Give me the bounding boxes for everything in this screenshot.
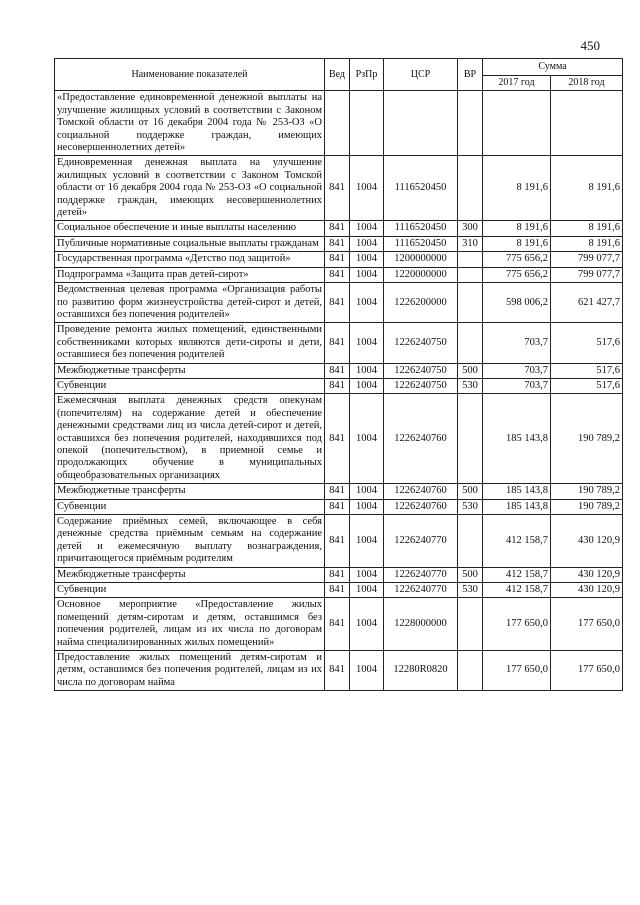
row-vr (458, 394, 483, 484)
header-year-2017: 2017 год (483, 76, 551, 91)
row-vr (458, 515, 483, 568)
row-csr: 1226240760 (384, 394, 458, 484)
row-name: Субвенции (55, 499, 325, 514)
header-year-2018: 2018 год (551, 76, 623, 91)
table-row (55, 598, 623, 651)
table-row (55, 484, 623, 499)
table-row (55, 283, 623, 323)
table-row (55, 515, 623, 568)
row-csr: 1226240750 (384, 378, 458, 393)
row-csr: 1226240750 (384, 363, 458, 378)
header-ved: Вед (325, 59, 350, 91)
row-vr (458, 651, 483, 691)
table-row (55, 394, 623, 484)
row-csr: 1226240770 (384, 515, 458, 568)
row-sum-2017 (483, 91, 551, 156)
row-sum-2017: 775 656,2 (483, 252, 551, 267)
row-rzpr: 1004 (350, 394, 384, 484)
row-rzpr: 1004 (350, 156, 384, 221)
row-sum-2018: 190 789,2 (551, 499, 623, 514)
row-ved: 841 (325, 283, 350, 323)
row-name: Межбюджетные трансферты (55, 567, 325, 582)
row-rzpr: 1004 (350, 598, 384, 651)
row-name: Публичные нормативные социальные выплаты гражданам (55, 236, 325, 251)
row-name: Субвенции (55, 378, 325, 393)
row-sum-2017: 8 191,6 (483, 156, 551, 221)
row-rzpr: 1004 (350, 651, 384, 691)
row-ved: 841 (325, 267, 350, 282)
row-vr: 500 (458, 363, 483, 378)
row-name: Единовременная денежная выплата на улучшение жилищных условий в соответствии с Законом Томской области от 16 декабря 2004 года № 253-ОЗ «О социальной поддержке граждан, имеющих несовершеннолетних детей» (55, 156, 325, 221)
row-csr: 1220000000 (384, 267, 458, 282)
row-sum-2017: 8 191,6 (483, 236, 551, 251)
row-ved: 841 (325, 394, 350, 484)
table-row (55, 363, 623, 378)
table-row (55, 267, 623, 282)
row-csr: 1116520450 (384, 221, 458, 236)
row-sum-2017: 412 158,7 (483, 583, 551, 598)
row-rzpr: 1004 (350, 267, 384, 282)
table-row (55, 252, 623, 267)
row-ved: 841 (325, 236, 350, 251)
row-vr (458, 598, 483, 651)
row-ved: 841 (325, 499, 350, 514)
row-rzpr: 1004 (350, 583, 384, 598)
row-sum-2017: 703,7 (483, 378, 551, 393)
row-sum-2017: 703,7 (483, 323, 551, 363)
row-vr (458, 91, 483, 156)
row-vr (458, 267, 483, 282)
table-row (55, 499, 623, 514)
row-ved: 841 (325, 252, 350, 267)
row-ved: 841 (325, 651, 350, 691)
row-name: Предоставление жилых помещений детям-сиротам и детям, оставшимся без попечения родителей, лицам из их числа по договорам найма (55, 651, 325, 691)
row-sum-2017: 598 006,2 (483, 283, 551, 323)
table-row (55, 378, 623, 393)
header-name: Наименование показателей (55, 59, 325, 91)
row-sum-2018: 177 650,0 (551, 651, 623, 691)
row-ved: 841 (325, 221, 350, 236)
row-sum-2017: 185 143,8 (483, 394, 551, 484)
row-name: Межбюджетные трансферты (55, 363, 325, 378)
row-ved: 841 (325, 598, 350, 651)
row-sum-2018: 430 120,9 (551, 567, 623, 582)
row-csr: 1200000000 (384, 252, 458, 267)
row-name: Государственная программа «Детство под защитой» (55, 252, 325, 267)
row-sum-2018: 517,6 (551, 323, 623, 363)
row-name: Ежемесячная выплата денежных средств опекунам (попечителям) на содержание детей и обеспечение денежными средствами лиц из числа детей-сирот и детей, оставшихся без попечения родителей, находившихся под опекой (попечительством), в приемной семье и продолжающих обучение в муниципальных общеобразовательных организациях (55, 394, 325, 484)
row-name: Субвенции (55, 583, 325, 598)
row-sum-2017: 412 158,7 (483, 515, 551, 568)
row-sum-2018: 517,6 (551, 363, 623, 378)
table-row (55, 236, 623, 251)
row-rzpr: 1004 (350, 283, 384, 323)
row-ved: 841 (325, 378, 350, 393)
row-ved: 841 (325, 156, 350, 221)
row-csr: 1226240770 (384, 567, 458, 582)
row-rzpr: 1004 (350, 378, 384, 393)
row-name: «Предоставление единовременной денежной выплаты на улучшение жилищных условий в соответствии с Законом Томской области от 16 декабря 2004 года № 253-ОЗ «О социальной поддержке граждан, имеющих несовершеннолетних детей» (55, 91, 325, 156)
row-sum-2018: 621 427,7 (551, 283, 623, 323)
row-csr: 1226240760 (384, 499, 458, 514)
row-vr: 310 (458, 236, 483, 251)
row-ved: 841 (325, 323, 350, 363)
table-row (55, 91, 623, 156)
row-csr: 12280R0820 (384, 651, 458, 691)
row-sum-2018: 190 789,2 (551, 394, 623, 484)
header-rzpr: РзПр (350, 59, 384, 91)
row-vr: 300 (458, 221, 483, 236)
row-csr (384, 91, 458, 156)
row-ved: 841 (325, 567, 350, 582)
table-header-row (55, 59, 623, 76)
row-rzpr: 1004 (350, 363, 384, 378)
row-sum-2018: 430 120,9 (551, 515, 623, 568)
row-name: Межбюджетные трансферты (55, 484, 325, 499)
row-sum-2018: 190 789,2 (551, 484, 623, 499)
row-vr: 500 (458, 484, 483, 499)
row-rzpr: 1004 (350, 323, 384, 363)
row-sum-2017: 412 158,7 (483, 567, 551, 582)
row-sum-2017: 185 143,8 (483, 484, 551, 499)
row-sum-2018: 517,6 (551, 378, 623, 393)
row-sum-2018: 430 120,9 (551, 583, 623, 598)
row-vr (458, 323, 483, 363)
row-sum-2017: 177 650,0 (483, 651, 551, 691)
page-number: 450 (580, 38, 600, 53)
row-vr: 530 (458, 583, 483, 598)
row-name: Проведение ремонта жилых помещений, единственными собственниками которых являются дети-сироты и дети, оставшиеся без попечения родителей (55, 323, 325, 363)
row-csr: 1226240750 (384, 323, 458, 363)
row-sum-2018 (551, 91, 623, 156)
row-name: Подпрограмма «Защита прав детей-сирот» (55, 267, 325, 282)
table-row (55, 651, 623, 691)
row-sum-2017: 703,7 (483, 363, 551, 378)
row-vr (458, 252, 483, 267)
budget-table (54, 58, 623, 691)
row-ved: 841 (325, 583, 350, 598)
row-rzpr: 1004 (350, 221, 384, 236)
table-row (55, 323, 623, 363)
row-rzpr: 1004 (350, 515, 384, 568)
row-ved (325, 91, 350, 156)
row-sum-2017: 177 650,0 (483, 598, 551, 651)
table-body (55, 91, 623, 691)
row-sum-2017: 8 191,6 (483, 221, 551, 236)
row-vr (458, 283, 483, 323)
row-rzpr (350, 91, 384, 156)
row-vr (458, 156, 483, 221)
row-ved: 841 (325, 515, 350, 568)
row-csr: 1228000000 (384, 598, 458, 651)
row-csr: 1226240760 (384, 484, 458, 499)
row-csr: 1116520450 (384, 236, 458, 251)
row-sum-2018: 799 077,7 (551, 252, 623, 267)
row-vr: 500 (458, 567, 483, 582)
row-sum-2017: 775 656,2 (483, 267, 551, 282)
table-row (55, 567, 623, 582)
row-sum-2018: 8 191,6 (551, 236, 623, 251)
table-row (55, 583, 623, 598)
row-sum-2018: 8 191,6 (551, 156, 623, 221)
row-ved: 841 (325, 484, 350, 499)
table-row (55, 221, 623, 236)
row-rzpr: 1004 (350, 499, 384, 514)
row-sum-2017: 185 143,8 (483, 499, 551, 514)
header-sum: Сумма (483, 59, 623, 76)
row-csr: 1226200000 (384, 283, 458, 323)
header-vr: ВР (458, 59, 483, 91)
row-vr: 530 (458, 499, 483, 514)
row-sum-2018: 799 077,7 (551, 267, 623, 282)
row-vr: 530 (458, 378, 483, 393)
row-sum-2018: 8 191,6 (551, 221, 623, 236)
row-rzpr: 1004 (350, 484, 384, 499)
row-csr: 1116520450 (384, 156, 458, 221)
row-rzpr: 1004 (350, 567, 384, 582)
row-name: Ведомственная целевая программа «Организация работы по развитию форм жизнеустройства детей-сирот и детей, оставшихся без попечения родителей» (55, 283, 325, 323)
row-ved: 841 (325, 363, 350, 378)
row-name: Основное мероприятие «Предоставление жилых помещений детям-сиротам и детям, оставшимся без попечения родителей, лицам из их числа по договорам найма специализированных жилых помещений» (55, 598, 325, 651)
row-csr: 1226240770 (384, 583, 458, 598)
table-row (55, 156, 623, 221)
header-csr: ЦСР (384, 59, 458, 91)
row-name: Социальное обеспечение и иные выплаты населению (55, 221, 325, 236)
row-name: Содержание приёмных семей, включающее в себя денежные средства приёмным семьям на содержание детей и ежемесячную выплату вознаграждения, причитающегося приёмным родителям (55, 515, 325, 568)
row-sum-2018: 177 650,0 (551, 598, 623, 651)
row-rzpr: 1004 (350, 252, 384, 267)
row-rzpr: 1004 (350, 236, 384, 251)
